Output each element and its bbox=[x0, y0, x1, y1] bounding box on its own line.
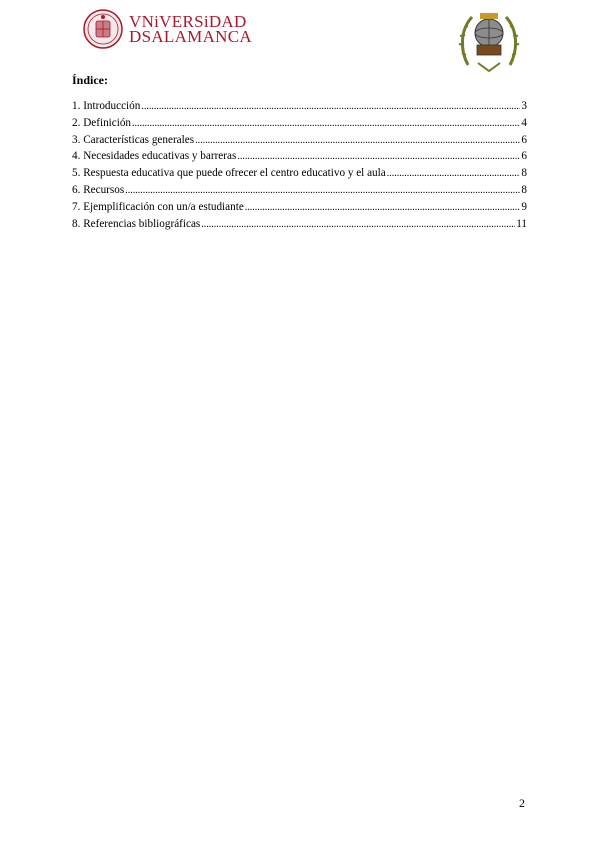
toc-entry-page: 3 bbox=[521, 100, 527, 112]
page-number: 2 bbox=[519, 796, 525, 810]
toc-leader-dots bbox=[387, 166, 521, 183]
toc-entry-label: 2. Definición bbox=[72, 116, 132, 129]
university-name bbox=[129, 14, 252, 44]
toc-title: Índice: bbox=[72, 73, 108, 87]
toc-entry-label: 8. Referencias bibliográficas bbox=[72, 217, 201, 230]
toc-entry-label: 3. Características generales bbox=[72, 133, 195, 146]
toc-entry-label: 6. Recursos bbox=[72, 183, 125, 196]
faculty-emblem-icon bbox=[458, 5, 520, 75]
toc-entry-label: 4. Necesidades educativas y barreras bbox=[72, 150, 237, 163]
university-name-line1: VNiVERSiDAD bbox=[129, 12, 247, 31]
toc-leader-dots bbox=[237, 149, 520, 166]
toc-leader-dots bbox=[201, 217, 515, 234]
toc-entry-caracteristicas[interactable] bbox=[72, 132, 527, 149]
toc-entry-necesidades[interactable] bbox=[72, 148, 527, 165]
toc-entry-page: 8 bbox=[521, 167, 527, 180]
toc-entry-page: 6 bbox=[521, 133, 527, 146]
toc-leader-dots bbox=[245, 200, 521, 217]
toc-entry-label: 5. Respuesta educativa que puede ofrecer el centro educativo y el aula bbox=[72, 167, 386, 180]
toc-leader-dots bbox=[125, 183, 520, 200]
toc-leader-dots bbox=[132, 116, 520, 133]
toc-entry-page: 6 bbox=[521, 150, 527, 163]
toc-entry-page: 4 bbox=[521, 116, 527, 129]
university-logo bbox=[83, 9, 252, 49]
university-name-line2: DSALAMANCA bbox=[129, 27, 252, 46]
toc-entry-ejemplificacion[interactable] bbox=[72, 199, 527, 216]
toc-entry-introduccion[interactable] bbox=[72, 98, 527, 115]
table-of-contents bbox=[72, 98, 527, 232]
toc-entry-page: 8 bbox=[521, 183, 527, 196]
toc-entry-definicion[interactable] bbox=[72, 115, 527, 132]
page-header bbox=[0, 0, 600, 80]
toc-entry-recursos[interactable] bbox=[72, 182, 527, 199]
toc-entry-label: 7. Ejemplificación con un/a estudiante bbox=[72, 200, 244, 213]
toc-entry-page: 11 bbox=[516, 217, 527, 230]
toc-entry-referencias[interactable] bbox=[72, 216, 527, 233]
toc-entry-label: 1. Introducción bbox=[72, 100, 141, 112]
toc-leader-dots bbox=[195, 133, 520, 150]
university-seal-icon bbox=[83, 9, 123, 49]
toc-entry-respuesta[interactable] bbox=[72, 165, 527, 182]
toc-entry-page: 9 bbox=[521, 200, 527, 213]
toc-leader-dots bbox=[141, 99, 520, 116]
